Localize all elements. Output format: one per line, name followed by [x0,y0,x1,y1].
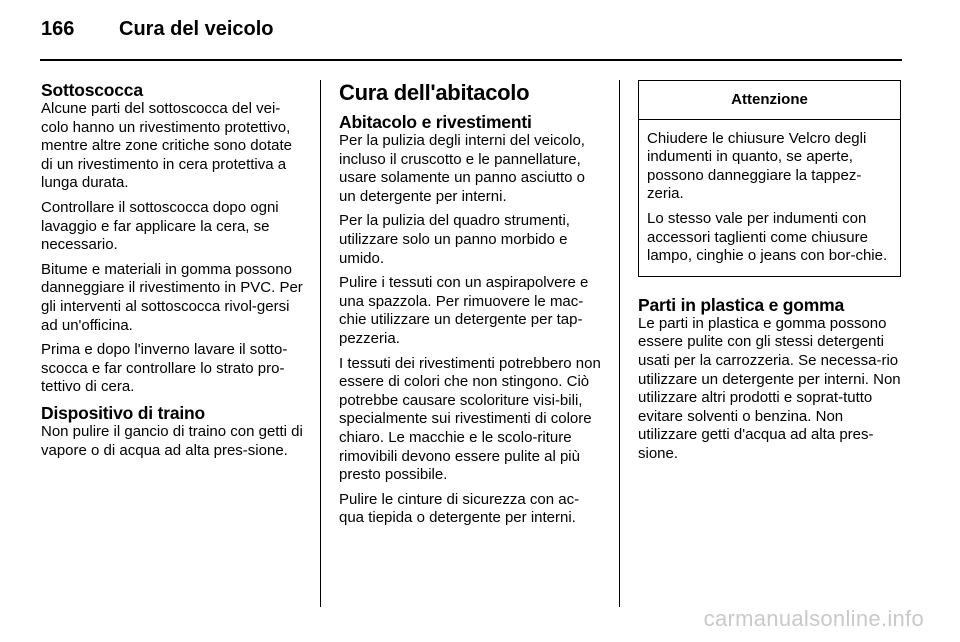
warning-body [639,120,900,276]
column-divider-right [619,80,620,607]
warning-box [638,80,901,277]
page-number: 166 [41,18,75,40]
column-left [41,80,303,466]
header-divider [40,59,902,61]
paragraph: Pulire le cinture di sicurezza con ac-qua tiepida o detergente per interni. [339,490,580,527]
watermark: carmanualsonline.info [703,606,924,631]
paragraph: Pulire i tessuti con un aspirapolvere e una spazzola. Per rimuovere le mac-chie utilizzare un detergente per tap-pezzeria. [339,274,589,347]
section-heading-dispositivo-traino: Dispositivo di traino [41,402,206,423]
warning-title: Attenzione [639,81,900,120]
page-title: Cura del veicolo [119,18,274,40]
paragraph: Controllare il sottoscocca dopo ogni lavaggio e far applicare la cera, se necessario. [41,198,279,254]
paragraph: Non pulire il gancio di traino con getti di vapore o di acqua ad alta pres-sione. [41,422,303,459]
chapter-heading: Cura dell'abitacolo [339,80,530,105]
section-heading-abitacolo: Abitacolo e rivestimenti [339,112,532,132]
paragraph: Chiudere le chiusure Velcro degli indumenti in quanto, se aperte, possono danneggiare la tappez-zeria. [647,129,867,203]
page-header [41,18,274,48]
paragraph: Le parti in plastica e gomma possono essere pulite con gli stessi detergenti usati per la carrozzeria. Se necessa-rio utilizzare un detergente per interni. Non utilizzare altri prodotti e soprat-tutto evitare solventi o benzina. Non utilizzare getti d'acqua ad alta pres-sione. [638,314,901,462]
section-heading-plastica-gomma: Parti in plastica e gomma [638,294,845,315]
paragraph: I tessuti dei rivestimenti potrebbero non essere di colori che non stingono. Ciò potrebbe causare scoloriture visi-bili, specialmente sui rivestimenti di colore chiaro. Le macchie e le scolo-riture rimovibili devono essere pulite al più presto possibile. [339,354,601,484]
paragraph: Lo stesso vale per indumenti con accessori taglienti come chiusure lampo, cinghie o jeans con bor-chie. [647,209,888,265]
column-middle [339,80,601,534]
column-right [638,80,901,470]
paragraph: Per la pulizia del quadro strumenti, utilizzare solo un panno morbido e umido. [339,212,570,267]
paragraph: Bitume e materiali in gomma possono danneggiare il rivestimento in PVC. Per gli interventi al sottoscocca rivol-gersi ad un'officina. [41,260,303,334]
section-heading-sottoscocca: Sottoscocca [41,80,143,100]
column-divider-left [320,80,321,607]
paragraph: Alcune parti del sottoscocca del vei-colo hanno un rivestimento protettivo, mentre altre zone critiche sono dotate di un rivestimento in cera protettiva a lunga durata. [41,100,292,192]
paragraph: Per la pulizia degli interni del veicolo, incluso il cruscotto e le pannellature, usare solamente un panno asciutto o un detergente per interni. [339,132,585,205]
paragraph: Prima e dopo l'inverno lavare il sotto-scocca e far controllare lo strato pro-tettivo di cera. [41,341,288,396]
